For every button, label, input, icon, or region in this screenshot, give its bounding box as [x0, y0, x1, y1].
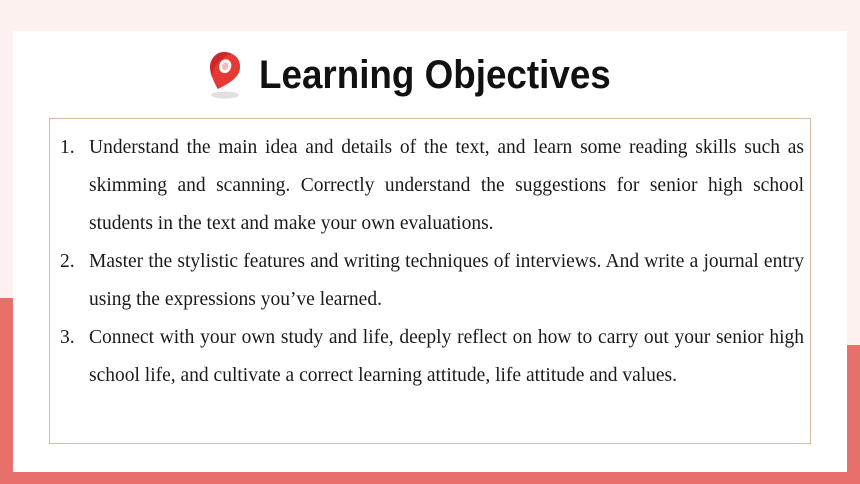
objective-text: Connect with your own study and life, deeply reflect on how to carry out your senior high school life, and cultivate a correct learning attitude, life attitude and values. [89, 327, 804, 386]
objectives-list [60, 129, 804, 395]
objectives-box [49, 118, 811, 444]
page-title: Learning Objectives [259, 52, 611, 97]
location-pin-icon [205, 50, 243, 100]
objective-item-2 [60, 243, 804, 319]
objective-item-3 [60, 319, 804, 395]
objective-number: 1. [60, 137, 75, 158]
decor-bottom-band [0, 472, 860, 484]
objective-text: Understand the main idea and details of the text, and learn some reading skills such as skimming and scanning. Correctly understand the suggestions for senior high school students in the text and make your own evaluations. [89, 137, 804, 234]
objective-number: 2. [60, 251, 75, 272]
objective-number: 3. [60, 327, 75, 348]
objective-item-1 [60, 129, 804, 243]
title-area [205, 45, 641, 105]
objective-text: Master the stylistic features and writing techniques of interviews. And write a journal entry using the expressions you’ve learned. [89, 251, 804, 310]
